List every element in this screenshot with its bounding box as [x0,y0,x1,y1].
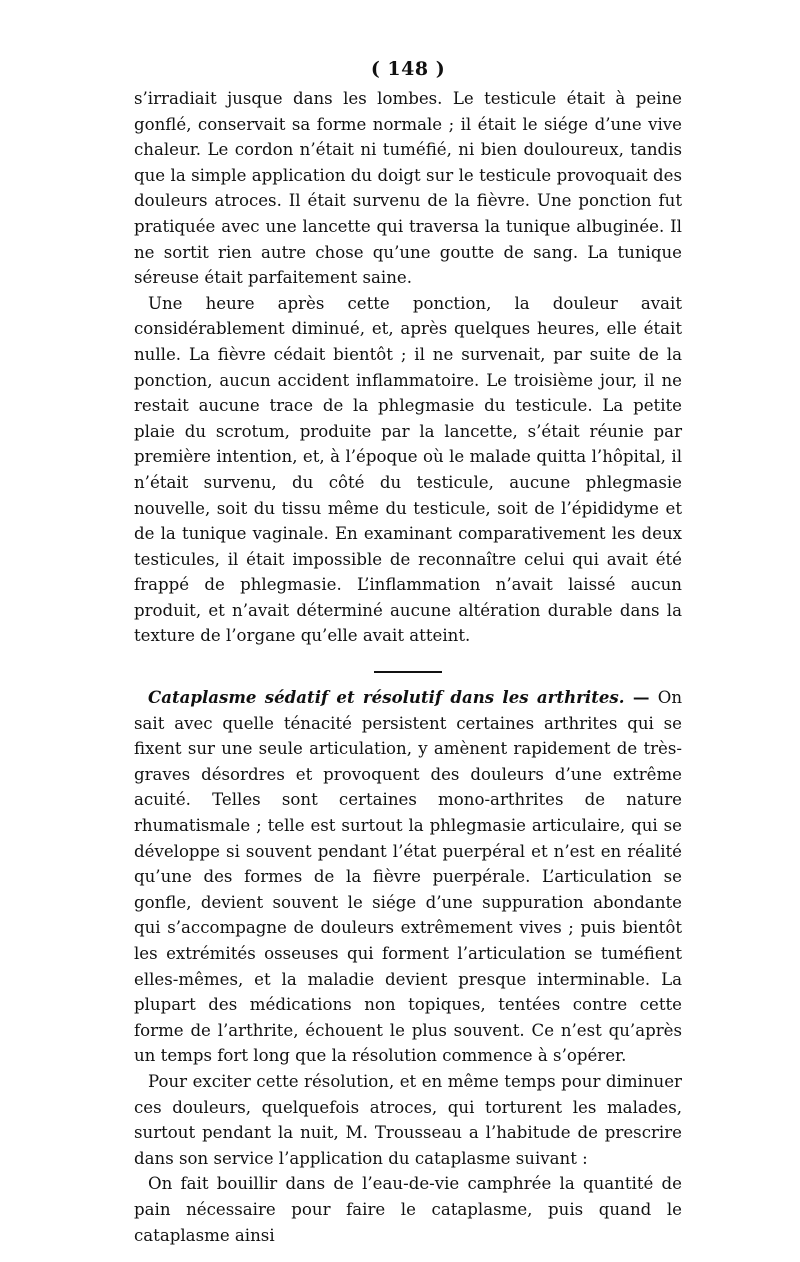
section-separator-rule [374,671,442,673]
paragraph-section-intro [134,685,682,1069]
paragraph-trousseau: Pour exciter cette résolution, et en même temps pour diminuer ces douleurs, quelquefois atroces, qui torturent les malades, surtout pendant la nuit, M. Trousseau a l’habitude de prescrire dans son service l’application du cataplasme suivant : [134,1071,682,1168]
paragraph-continuation: s’irradiait jusque dans les lombes. Le testicule était à peine gonflé, conservait sa forme normale ; il était le siége d’une vive chaleur. Le cordon n’était ni tuméfié, ni bien douloureux, tandis que la simple application du doigt sur le testicule provoquait des douleurs atroces. Il était survenu de la fièvre. Une ponction fut pratiquée avec une lancette qui traversa la tunique albuginée. Il ne sortit rien autre chose qu’une goutte de sang. La tunique séreuse était parfaitement saine. [134,89,682,288]
section-title: Cataplasme sédatif et résolutif dans les arthrites. [148,687,625,708]
section-title-dash: — [624,687,658,708]
page-number: ( 148 ) [370,58,446,80]
book-page [134,58,682,1248]
paragraph-ponction-result: Une heure après cette ponction, la douleur avait considérablement diminué, et, après quelques heures, elle était nulle. La fièvre cédait bientôt ; il ne survenait, par suite de la ponction, aucun accident inflammatoire. Le troisième jour, il ne restait aucune trace de la phlegmasie du testicule. La petite plaie du scrotum, produite par la lancette, s’était réunie par première intention, et, à l’époque où le malade quitta l’hôpital, il n’était survenu, du côté du testicule, aucune phlegmasie nouvelle, soit du tissu même du testicule, soit de l’épididyme et de la tunique vaginale. En examinant comparativement les deux testicules, il était impossible de reconnaître celui qui avait été frappé de phlegmasie. L’inflammation n’avait laissé aucun produit, et n’avait déterminé aucune altération durable dans la texture de l’organe qu’elle avait atteint. [134,293,682,646]
paragraph-cataplasme-recipe: On fait bouillir dans de l’eau-de-vie camphrée la quantité de pain nécessaire pour faire le cataplasme, puis quand le cataplasme ainsi [134,1174,682,1245]
section-intro-text: On sait avec quelle ténacité persistent certaines arthrites qui se fixent sur une seule articulation, y amènent rapidement de très-graves désordres et provoquent des douleurs d’une extrême acuité. Telles sont certaines mono-arthrites de nature rhumatismale ; telle est surtout la phlegmasie articulaire, qui se développe si souvent pendant l’état puerpéral et n’est en réalité qu’une des formes de la fièvre puerpérale. L’articulation se gonfle, devient souvent le siége d’une suppuration abondante qui s’accompagne de douleurs extrêmement vives ; puis bientôt les extrémités osseuses qui forment l’articulation se tuméfient elles-mêmes, et la maladie devient presque interminable. La plupart des médications non topiques, tentées contre cette forme de l’arthrite, échouent le plus souvent. Ce n’est qu’après un temps fort long que la résolution commence à s’opérer. [134,688,683,1066]
